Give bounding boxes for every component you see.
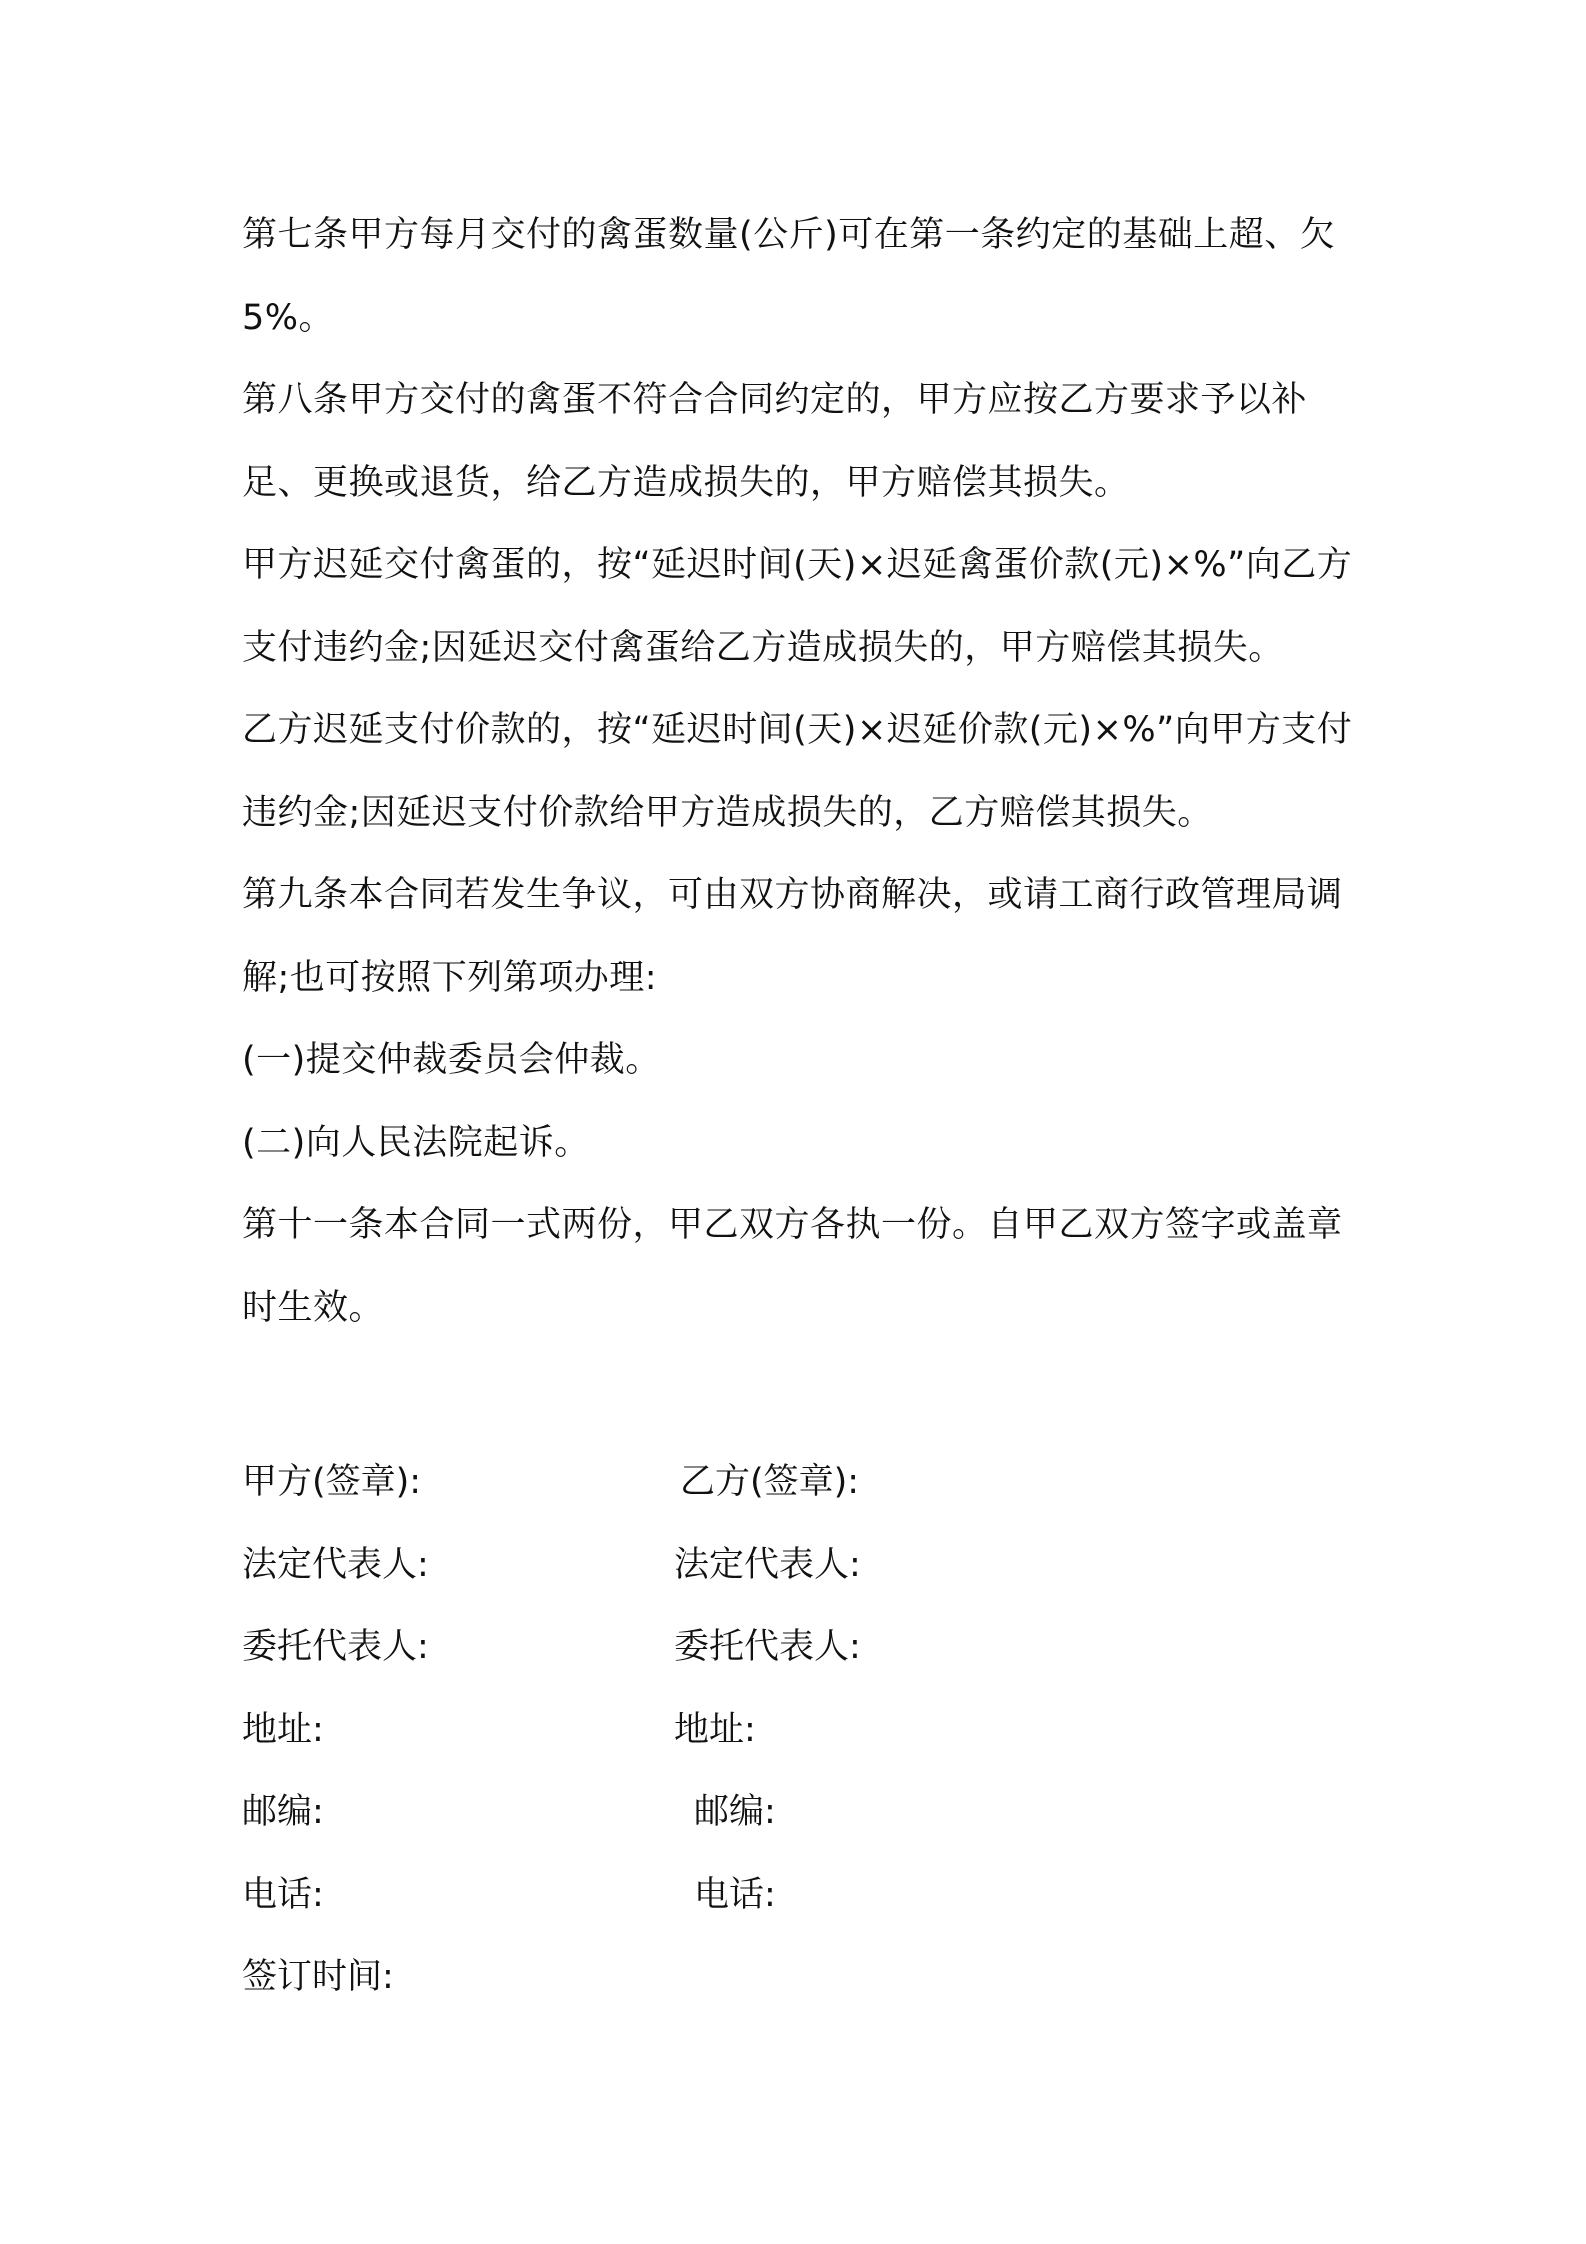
date-row	[242, 1936, 1362, 2019]
clause-7: 第七条甲方每月交付的禽蛋数量(公斤)可在第一条约定的基础上超、欠 5%。	[242, 215, 1336, 338]
contract-body	[242, 194, 1362, 1349]
clause-11: 第十一条本合同一式两份，甲乙双方各执一份。自甲乙双方签字或盖章时生效。	[242, 1205, 1343, 1328]
party-a-agent-label: 委托代表人:	[242, 1627, 429, 1667]
address-row	[242, 1689, 1362, 1772]
party-a-delay-penalty: 甲方迟延交付禽蛋的，按“延迟时间(天)×迟延禽蛋价款(元)×%”向乙方支付违约金;因延迟交付禽蛋给乙方造成损失的，甲方赔偿其损失。	[242, 545, 1353, 668]
party-a-sign-label: 甲方(签章):	[242, 1462, 422, 1502]
party-b-delay-penalty: 乙方迟延支付价款的，按“延迟时间(天)×迟延价款(元)×%”向甲方支付违约金;因延迟支付价款给甲方造成损失的，乙方赔偿其损失。	[242, 710, 1353, 833]
party-a-legal-rep-label: 法定代表人:	[242, 1544, 429, 1585]
signing-date-label: 签订时间:	[242, 1957, 394, 1997]
agent-row	[242, 1606, 1362, 1689]
signature-block	[242, 1441, 1362, 2019]
phone-row	[242, 1854, 1362, 1937]
postcode-row	[242, 1771, 1362, 1854]
party-b-sign-label: 乙方(签章):	[680, 1462, 860, 1502]
party-a-phone-label: 电话:	[242, 1874, 324, 1915]
clause-9: 第九条本合同若发生争议，可由双方协商解决，或请工商行政管理局调解;也可按照下列第项办理:	[242, 875, 1343, 998]
party-a-address-label: 地址:	[242, 1709, 324, 1750]
option-lawsuit: (二)向人民法院起诉。	[242, 1122, 590, 1163]
party-b-phone-label: 电话:	[694, 1874, 776, 1915]
party-a-postcode-label: 邮编:	[242, 1792, 324, 1832]
option-arbitration: (一)提交仲裁委员会仲裁。	[242, 1040, 661, 1080]
party-b-agent-label: 委托代表人:	[674, 1627, 861, 1667]
legal-rep-row	[242, 1524, 1362, 1607]
party-b-postcode-label: 邮编:	[694, 1792, 776, 1832]
party-b-legal-rep-label: 法定代表人:	[674, 1544, 861, 1585]
sign-row	[242, 1441, 1362, 1524]
party-b-address-label: 地址:	[674, 1709, 756, 1750]
clause-8: 第八条甲方交付的禽蛋不符合合同约定的，甲方应按乙方要求予以补足、更换或退货，给乙方造成损失的，甲方赔偿其损失。	[242, 380, 1308, 503]
